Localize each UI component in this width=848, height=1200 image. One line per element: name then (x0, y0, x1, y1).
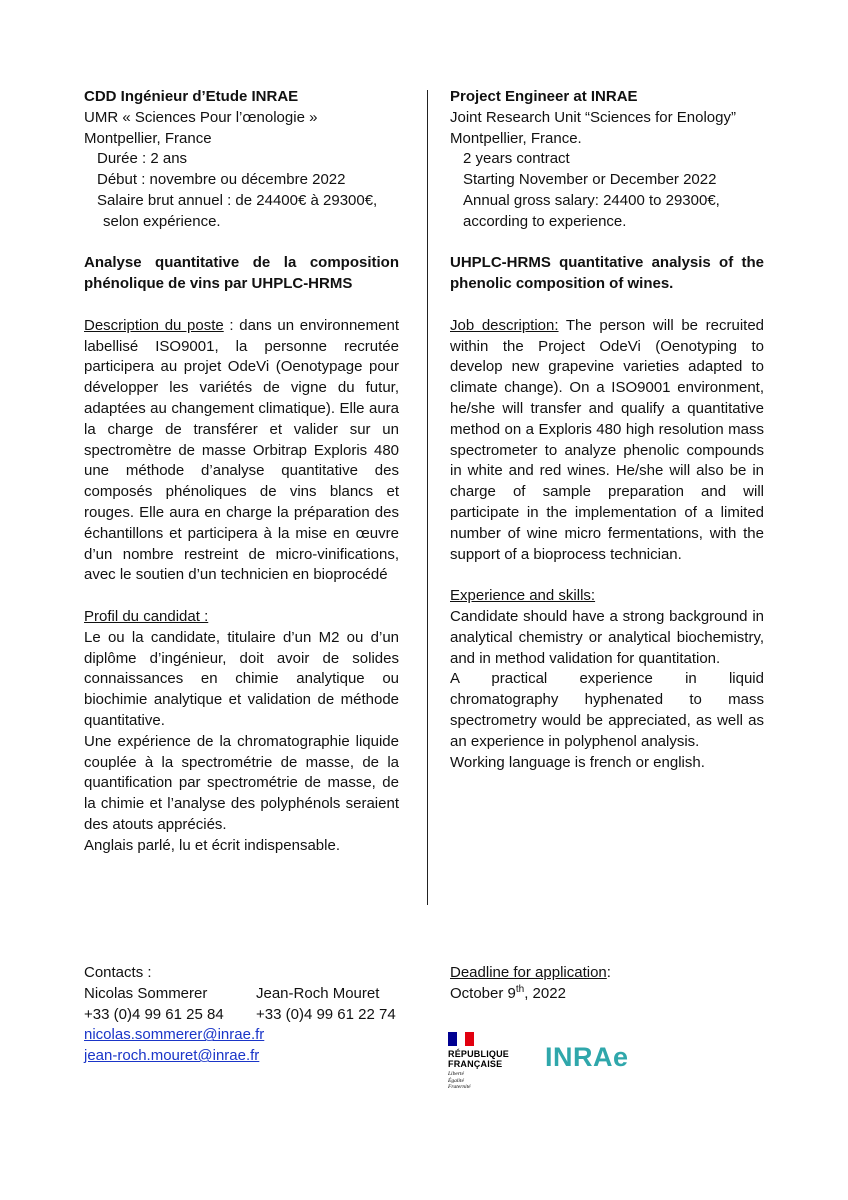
french-subject: Analyse quantitative de la composition phénolique de vins par UHPLC-HRMS (84, 254, 399, 293)
french-description-label: Description du poste (84, 316, 224, 334)
french-profile-paragraph-3: Anglais parlé, lu et écrit indispensable. (84, 836, 340, 854)
french-start-date: Début : novembre ou décembre 2022 (97, 171, 346, 189)
french-profile-paragraph-1: Le ou la candidate, titulaire d’un M2 ou d’un diplôme d’ingénieur, doit avoir de solides connaissances en chimie analytique ou biochimie analytique et validation de méthode quantitative. (84, 628, 399, 729)
contact-name-2: Jean-Roch Mouret (256, 984, 380, 1002)
french-location: Montpellier, France (84, 129, 212, 147)
deadline-block (450, 963, 750, 1005)
contact-name-1: Nicolas Sommerer (84, 984, 208, 1002)
flag-white-stripe (457, 1032, 466, 1046)
deadline-colon: : (606, 964, 611, 981)
english-skills-paragraph-2: A practical experience in liquid chromatography hyphenated to mass spectrometry would be appreciated, as well as an experience in polyphenol analysis. (450, 670, 764, 750)
english-description-text: The person will be recruited within the Project OdeVi (Oenotyping to develop new grapevine varieties adapted to climate change). On a ISO9001 environment, he/she will transfer and qualify a quantitative method on a Exploris 480 high resolution mass spectrometer to analyze phenolic compounds in white and red wines. He/she will also be in charge of sample preparation and will participate in the implementation of a limited number of wine micro fermentations, with the support of a bioprocess technician. (450, 316, 765, 563)
rf-logo-line-1: RÉPUBLIQUE (448, 1049, 510, 1059)
english-unit: Joint Research Unit “Sciences for Enology” (450, 108, 736, 126)
english-duration: 2 years contract (463, 150, 570, 168)
deadline-date-suffix: , 2022 (524, 984, 566, 1002)
inrae-logo: INRAe (545, 1042, 629, 1072)
republique-francaise-logo (448, 1032, 523, 1097)
french-description-text: : dans un environnement labellisé ISO9001, la personne recrutée participera au projet OdeVi (Oenotypage pour développer les variétés de vigne du futur, adaptées au changement climatique). Elle aura la charge de transférer et valider sur un spectromètre de masse Orbitrap Exploris 480 une méthode d’analyse quantitative des composés phénoliques de vins blancs et rouges. Elle aura en charge la préparation des échantillons et participera à la mise en œuvre d’un nombre restreint de micro-vinifications, avec le soutien d’un technicien en bioprocédé (84, 316, 399, 584)
french-salary: Salaire brut annuel : de 24400€ à 29300€, (97, 191, 378, 209)
english-column (450, 87, 764, 773)
contact-email-1-link[interactable]: nicolas.sommerer@inrae.fr (84, 1026, 265, 1044)
french-unit: UMR « Sciences Pour l’œnologie » (84, 108, 318, 126)
column-divider (427, 90, 428, 905)
rf-motto-2: Égalité (448, 1077, 464, 1084)
rf-logo-line-2: FRANÇAISE (448, 1059, 503, 1069)
english-skills-paragraph-3: Working language is french or english. (450, 753, 705, 771)
english-skills-paragraph-1: Candidate should have a strong background in analytical chemistry or analytical biochemistry, and in method validation for quantitation. (450, 607, 764, 667)
french-duration: Durée : 2 ans (97, 150, 188, 168)
french-column (84, 87, 399, 856)
deadline-heading (450, 963, 750, 984)
english-location: Montpellier, France. (450, 129, 582, 147)
contacts-block (84, 963, 414, 1067)
french-description (84, 316, 399, 586)
french-salary-note: selon expérience. (103, 212, 221, 230)
english-description-label: Job description: (450, 316, 559, 334)
logos-area (448, 1032, 668, 1097)
english-start-date: Starting November or December 2022 (463, 171, 717, 189)
contacts-label: Contacts : (84, 964, 152, 981)
french-profile-paragraph-2: Une expérience de la chromatographie liquide couplée à la spectrométrie de masse, de la quantification par spectrométrie de masse, de la chimie et l’analyse des polyphénols seraient des atouts appréciés. (84, 732, 399, 833)
contact-phone-2: +33 (0)4 99 61 22 74 (256, 1005, 396, 1023)
deadline-date (450, 984, 750, 1005)
english-description (450, 316, 764, 566)
french-profile-label: Profil du candidat : (84, 607, 209, 625)
english-subject: UHPLC-HRMS quantitative analysis of the phenolic composition of wines. (450, 254, 764, 293)
french-flag-icon (448, 1032, 474, 1046)
french-job-title: CDD Ingénieur d’Etude INRAE (84, 88, 299, 105)
contact-phones-row (84, 1005, 414, 1026)
rf-motto-3: Fraternité (448, 1084, 471, 1090)
english-salary-note: according to experience. (463, 212, 627, 230)
deadline-date-prefix: October 9 (450, 984, 516, 1002)
english-salary: Annual gross salary: 24400 to 29300€, (463, 191, 720, 209)
english-job-title: Project Engineer at INRAE (450, 88, 638, 105)
deadline-label: Deadline for application (450, 964, 607, 981)
deadline-date-ordinal: th (515, 983, 525, 995)
flag-blue-stripe (448, 1032, 457, 1046)
contact-phone-1: +33 (0)4 99 61 25 84 (84, 1005, 224, 1023)
rf-motto (448, 1071, 523, 1091)
rf-motto-1: Liberté (448, 1071, 464, 1077)
contact-names-row (84, 984, 414, 1005)
flag-red-stripe (465, 1032, 474, 1046)
contact-email-2-link[interactable]: jean-roch.mouret@inrae.fr (84, 1047, 260, 1065)
english-skills-label: Experience and skills: (450, 587, 596, 605)
